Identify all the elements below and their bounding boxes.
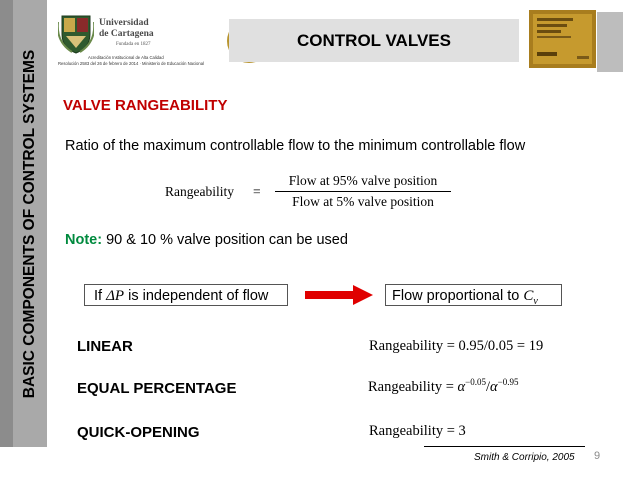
condition-suffix: is independent of flow [124, 288, 269, 304]
eq-slash: / [485, 378, 491, 395]
university-crest-icon [58, 12, 94, 54]
exponent-1: −0.05 [465, 377, 486, 387]
condition-box [84, 284, 288, 306]
book-cover-icon [529, 10, 596, 68]
sidebar-label: BASIC COMPONENTS OF CONTROL SYSTEMS [21, 49, 38, 398]
right-arrow-icon [305, 285, 373, 305]
citation-rule [424, 446, 585, 447]
formula-numerator: Flow at 95% valve position [288, 173, 438, 188]
section-title: VALVE RANGEABILITY [63, 97, 228, 114]
eq-prefix: Rangeability = [368, 378, 458, 395]
page-title: CONTROL VALVES [297, 31, 451, 50]
formula-equals: = [253, 184, 261, 199]
formula-lhs: Rangeability [165, 184, 234, 199]
result-box [385, 284, 562, 306]
university-founded: Fundada en 1827 [116, 42, 151, 47]
condition-prefix: If [94, 288, 107, 304]
row-label-equal-percentage: EQUAL PERCENTAGE [77, 380, 237, 397]
definition-text: Ratio of the maximum controllable flow to the minimum controllable flow [65, 138, 526, 154]
result-prefix: Flow proportional to [392, 288, 524, 304]
note [65, 232, 348, 248]
row-label-quick-opening: QUICK-OPENING [77, 424, 200, 441]
row-equation-linear: Rangeability = 0.95/0.05 = 19 [369, 338, 544, 354]
university-name-line2: de Cartagena [99, 29, 154, 39]
note-label: Note: [65, 232, 103, 248]
university-logo [58, 8, 208, 70]
row-equation-quick-opening: Rangeability = 3 [369, 423, 466, 439]
cv-subscript: v [533, 295, 538, 307]
page-number: 9 [594, 450, 601, 462]
fraction-bar [275, 191, 451, 192]
formula-denominator: Flow at 5% valve position [292, 194, 434, 209]
row-equation-equal-percentage [368, 377, 518, 396]
citation: Smith & Corripio, 2005 [474, 452, 575, 463]
sidebar-label-container [13, 0, 47, 447]
alpha-symbol: α [457, 378, 466, 395]
university-name-line1: Universidad [99, 18, 149, 28]
sidebar-strip [0, 0, 13, 447]
row-label-linear: LINEAR [77, 338, 133, 355]
book-shadow [597, 12, 623, 72]
note-text: 90 & 10 % valve position can be used [102, 232, 348, 248]
accreditation-line1: Acreditación Institucional de Alta Calidad [88, 55, 164, 60]
delta-p-symbol: ΔP [106, 288, 125, 304]
sidebar [0, 0, 47, 447]
cv-symbol: C [523, 288, 534, 304]
exponent-2: −0.95 [497, 377, 519, 387]
university-name [99, 18, 154, 40]
alpha-symbol: α [490, 378, 498, 395]
accreditation-line2: Resolución 2583 del 26 de febrero de 2014 · Ministerio de Educación Nacional [58, 61, 204, 66]
